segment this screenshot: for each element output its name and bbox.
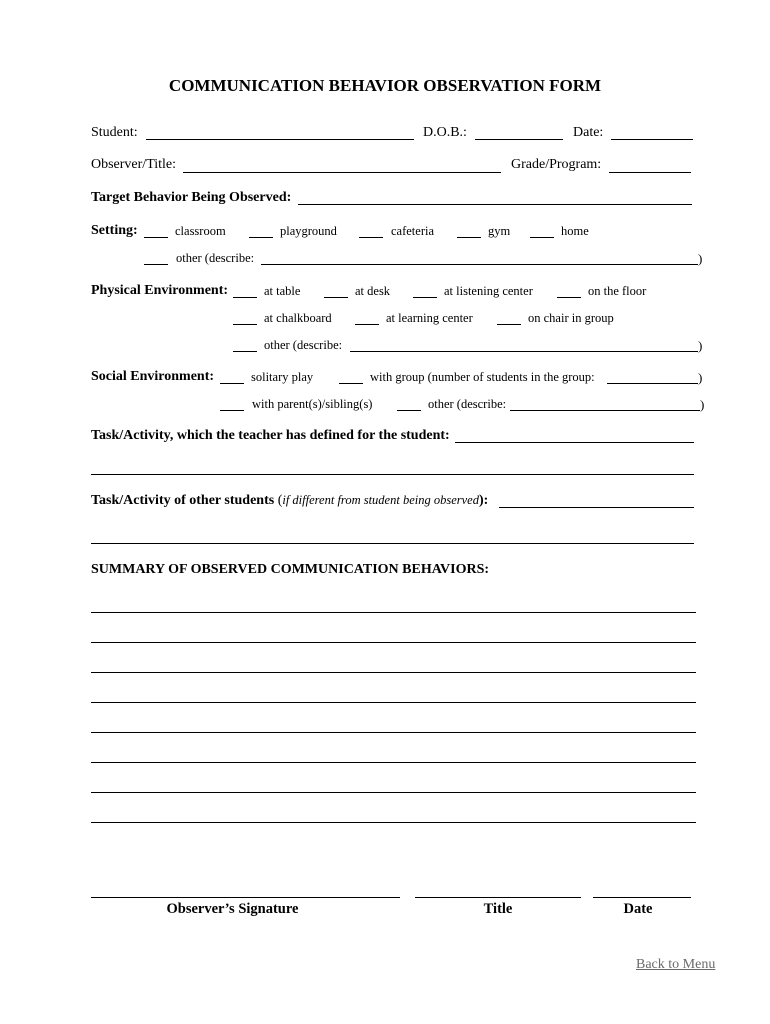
phys-learning-blank[interactable]	[355, 324, 379, 325]
student-field[interactable]	[146, 139, 414, 140]
social-other-blank[interactable]	[397, 410, 421, 411]
summary-line[interactable]	[91, 762, 696, 763]
summary-line[interactable]	[91, 612, 696, 613]
setting-cafeteria-blank[interactable]	[359, 237, 383, 238]
phys-at-chalkboard: at chalkboard	[264, 311, 332, 325]
summary-line[interactable]	[91, 732, 696, 733]
title-signature-line[interactable]	[415, 897, 581, 898]
summary-line[interactable]	[91, 702, 696, 703]
social-group-blank[interactable]	[339, 383, 363, 384]
setting-gym-blank[interactable]	[457, 237, 481, 238]
social-with-group: with group (number of students in the group:	[370, 370, 595, 384]
phys-at-table-blank[interactable]	[233, 297, 257, 298]
target-behavior-field[interactable]	[298, 204, 692, 205]
setting-label: Setting:	[91, 223, 138, 238]
phys-on-chair-in-group: on chair in group	[528, 311, 614, 325]
setting-classroom-blank[interactable]	[144, 237, 168, 238]
setting-classroom: classroom	[175, 224, 226, 238]
phys-other-field[interactable]	[350, 351, 698, 352]
observer-title-field[interactable]	[183, 172, 501, 173]
setting-other-close: )	[698, 251, 703, 266]
date-label: Date:	[573, 125, 604, 140]
phys-floor-blank[interactable]	[557, 297, 581, 298]
setting-other: other (describe:	[176, 251, 255, 265]
social-other-close: )	[700, 397, 705, 412]
task-others-field[interactable]	[499, 507, 694, 508]
phys-other-close: )	[698, 338, 703, 353]
task-others-close: ):	[478, 493, 489, 508]
date-field[interactable]	[611, 139, 693, 140]
summary-line[interactable]	[91, 822, 696, 823]
social-with-parents: with parent(s)/sibling(s)	[252, 397, 373, 411]
phys-listening-blank[interactable]	[413, 297, 437, 298]
social-other: other (describe:	[428, 397, 507, 411]
social-group-count-field[interactable]	[607, 383, 698, 384]
setting-home: home	[561, 224, 589, 238]
setting-home-blank[interactable]	[530, 237, 554, 238]
task-teacher-field-2[interactable]	[91, 474, 694, 475]
task-others-label: Task/Activity of other students	[91, 493, 275, 508]
social-solitary-play: solitary play	[251, 370, 314, 384]
observer-signature-line[interactable]	[91, 897, 400, 898]
phys-at-learning-center: at learning center	[386, 311, 473, 325]
grade-program-label: Grade/Program:	[511, 157, 602, 172]
setting-other-field[interactable]	[261, 264, 698, 265]
observer-title-label: Observer/Title:	[91, 157, 177, 172]
summary-line[interactable]	[91, 792, 696, 793]
social-parents-blank[interactable]	[220, 410, 244, 411]
phys-on-the-floor: on the floor	[588, 284, 647, 298]
task-others-label-group	[91, 493, 488, 509]
summary-heading: SUMMARY OF OBSERVED COMMUNICATION BEHAVIORS:	[91, 562, 490, 577]
task-others-open: (	[277, 493, 283, 508]
setting-gym: gym	[488, 224, 511, 238]
phys-at-desk: at desk	[355, 284, 391, 298]
grade-program-field[interactable]	[609, 172, 691, 173]
phys-other-blank[interactable]	[233, 351, 257, 352]
social-solitary-blank[interactable]	[220, 383, 244, 384]
summary-line[interactable]	[91, 672, 696, 673]
setting-cafeteria: cafeteria	[391, 224, 435, 238]
phys-chair-blank[interactable]	[497, 324, 521, 325]
task-others-note: if different from student being observed	[282, 493, 479, 507]
summary-line[interactable]	[91, 642, 696, 643]
target-behavior-label: Target Behavior Being Observed:	[91, 190, 292, 205]
phys-at-table: at table	[264, 284, 301, 298]
student-label: Student:	[91, 125, 138, 140]
dob-field[interactable]	[475, 139, 563, 140]
social-group-close: )	[698, 370, 703, 385]
form-title: COMMUNICATION BEHAVIOR OBSERVATION FORM	[168, 76, 602, 95]
date-signature-label: Date	[623, 901, 653, 917]
back-to-menu-link[interactable]: Back to Menu	[636, 957, 716, 972]
social-environment-label: Social Environment:	[91, 369, 215, 384]
task-teacher-label: Task/Activity, which the teacher has defined for the student:	[91, 428, 450, 443]
phys-at-desk-blank[interactable]	[324, 297, 348, 298]
phys-other: other (describe:	[264, 338, 343, 352]
dob-label: D.O.B.:	[423, 125, 467, 140]
task-teacher-field[interactable]	[455, 442, 694, 443]
setting-playground-blank[interactable]	[249, 237, 273, 238]
title-signature-label: Title	[483, 901, 513, 917]
setting-other-blank[interactable]	[144, 264, 168, 265]
physical-environment-label: Physical Environment:	[91, 283, 229, 298]
phys-chalkboard-blank[interactable]	[233, 324, 257, 325]
task-others-field-2[interactable]	[91, 543, 694, 544]
date-signature-line[interactable]	[593, 897, 691, 898]
observer-signature-label: Observer’s Signature	[166, 901, 299, 917]
setting-playground: playground	[280, 224, 337, 238]
phys-listening-center: at listening center	[444, 284, 533, 298]
social-other-field[interactable]	[510, 410, 700, 411]
